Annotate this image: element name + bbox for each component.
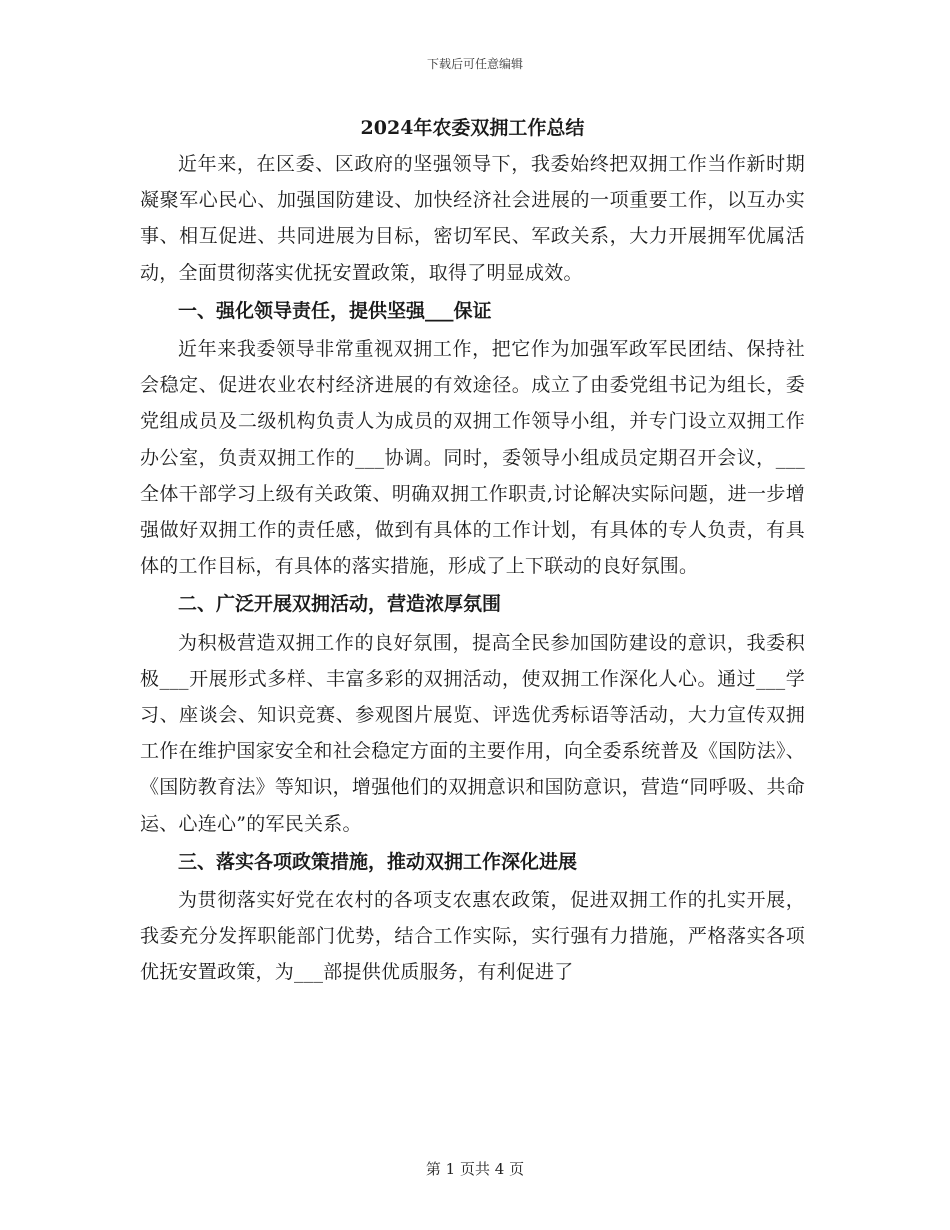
- section-heading-2: 二、广泛开展双拥活动，营造浓厚氛围: [178, 593, 502, 616]
- section-heading-3: 三、落实各项政策措施，推动双拥工作深化进展: [178, 850, 578, 873]
- document-title: 2024年农委双拥工作总结: [360, 117, 585, 139]
- intro-paragraph: 近年来，在区委、区政府的坚强领导下，我委始终把双拥工作当作新时期凝聚军心民心、加强国防建设、加快经济社会进展的一项重要工作，以互办实事、相互促进、共同进展为目标，密切军民、军政关系，大力开展拥军优属活动，全面贯彻落实优抚安置政策，取得了明显成效。: [140, 153, 805, 284]
- page-footer: 第 1 页共 4 页: [425, 1160, 525, 1178]
- section-heading-1: 一、强化领导责任，提供坚强___保证: [178, 299, 492, 322]
- section-3-paragraph: 为贯彻落实好党在农村的各项支农惠农政策，促进双拥工作的扎实开展，我委充分发挥职能部门优势，结合工作实际，实行强有力措施，严格落实各项优抚安置政策，为___部提供优质服务，有利促进了: [140, 889, 805, 984]
- section-2-paragraph: 为积极营造双拥工作的良好氛围，提高全民参加国防建设的意识，我委积极___开展形式多样、丰富多彩的双拥活动，使双拥工作深化人心。通过___学习、座谈会、知识竞赛、参观图片展览、评选优秀标语等活动，大力宣传双拥工作在维护国家安全和社会稳定方面的主要作用，向全委系统普及《国防法》、《国防教育法》等知识，增强他们的双拥意识和国防意识，营造“同呼吸、共命运、心连心”的军民关系。: [140, 631, 805, 835]
- header-note: 下载后可任意编辑: [426, 57, 523, 71]
- section-1-paragraph: 近年来我委领导非常重视双拥工作，把它作为加强军政军民团结、保持社会稳定、促进农业农村经济进展的有效途径。成立了由委党组书记为组长，委党组成员及二级机构负责人为成员的双拥工作领导小组，并专门设立双拥工作办公室，负责双拥工作的___协调。同时，委领导小组成员定期召开会议，___全体干部学习上级有关政策、明确双拥工作职责,讨论解决实际问题，进一步增强做好双拥工作的责任感，做到有具体的工作计划，有具体的专人负责，有具体的工作目标，有具体的落实措施，形成了上下联动的良好氛围。: [140, 338, 805, 578]
- document-body: [140, 110, 805, 991]
